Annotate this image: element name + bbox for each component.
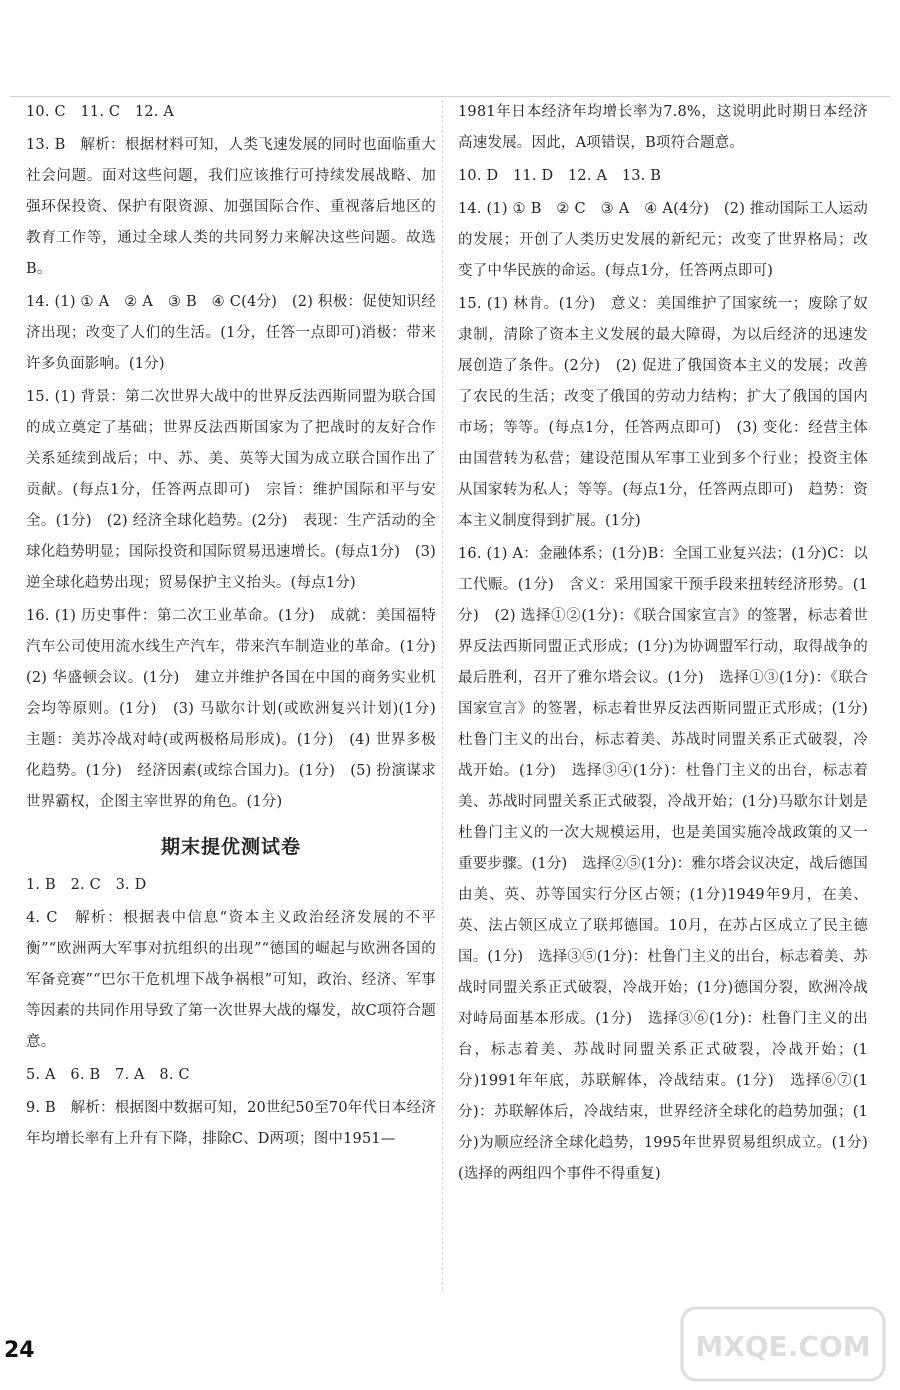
answer-paragraph: 15. (1) 背景：第二次世界大战中的世界反法西斯同盟为联合国的成立奠定了基础；世界反法西斯国家为了把战时的友好合作关系延续到战后；中、苏、美、英等大国为成立联合国作出了贡献。(每点1分，任答两点即可) 宗旨：维护国际和平与安全。(1分) (2) 经济全球化趋势。(2分) 表现：生产活动的全球化趋势明显；国际投资和国际贸易迅速增长。(每点1分) (3) 逆全球化趋势出现；贸易保护主义抬头。(每点1分) — [26, 389, 436, 591]
answer-paragraph: 15. (1) 林肯。(1分) 意义：美国维护了国家统一；废除了奴隶制，清除了资本主义发展的最大障碍，为以后经济的迅速发展创造了条件。(2分) (2) 促进了俄国资本主义的发展；改善了农民的生活；改变了俄国的劳动力结构；扩大了俄国的国内市场；等等。(每点1分，任答两点即可) (3) 变化：经营主体由国营转为私营；建设范围从军事工业到多个行业；投资主体从国家转为私人；等等。(每点1分，任答两点即可) 趋势：资本主义制度得到扩展。(1分) — [458, 296, 868, 529]
watermark-logo-icon — [678, 1304, 888, 1384]
answer-paragraph: 5. A 6. B 7. A 8. C — [26, 1067, 190, 1083]
watermark-text: MXQE.COM — [695, 1330, 871, 1363]
page-number: 24 — [4, 1338, 35, 1363]
left-column — [26, 97, 451, 1157]
answer-paragraph: 14. (1) ① B ② C ③ A ④ A(4分) (2) 推动国际工人运动的发展；开创了人类历史发展的新纪元；改变了世界格局；改变了中华民族的命运。(每点1分，任答两点即可) — [458, 201, 868, 279]
answer-paragraph: 16. (1) A：金融体系；(1分)B：全国工业复兴法；(1分)C：以工代赈。(1分) 含义：采用国家干预手段来扭转经济形势。(1分) (2) 选择①②(1分)：《联合国家宣言》的签署，标志着世界反法西斯同盟正式形成；(1分)为协调盟军行动，取得战争的最后胜利，召开了雅尔塔会议。(1分) 选择①③(1分)：《联合国家宣言》的签署，标志着世界反法西斯同盟正式形成；(1分)杜鲁门主义的出台，标志着美、苏战时同盟关系正式破裂，冷战开始。(1分) 选择③④(1分)：杜鲁门主义的出台，标志着美、苏战时同盟关系正式破裂，冷战开始；(1分)马歇尔计划是杜鲁门主义的一次大规模运用，也是美国实施冷战政策的又一重要步骤。(1分) 选择②⑤(1分)：雅尔塔会议决定，战后德国由美、英、苏等国实行分区占领；(1分)1949年9月，在美、英、法占领区成立了联邦德国。10月，在苏占区成立了民主德国。(1分) 选择③⑤(1分)：杜鲁门主义的出台，标志着美、苏战时同盟关系正式破裂，冷战开始；(1分)德国分裂，欧洲冷战对峙局面基本形成。(1分) 选择③⑥(1分)：杜鲁门主义的出台，标志着美、苏战时同盟关系正式破裂，冷战开始；(1分)1991年年底，苏联解体，冷战结束。(1分) 选择⑥⑦(1分)：苏联解体后，冷战结束，世界经济全球化的趋势加强；(1分)为顺应经济全球化趋势，1995年世界贸易组织成立。(1分)(选择的两组四个事件不得重复) — [458, 546, 868, 1182]
answer-paragraph: 4. C 解析：根据表中信息“资本主义政治经济发展的不平衡”“欧洲两大军事对抗组织的出现”“德国的崛起与欧洲各国的军备竞赛”“巴尔干危机埋下战争祸根”可知，政治、经济、军事等因素的共同作用导致了第一次世界大战的爆发，故C项符合题意。 — [26, 910, 436, 1050]
right-column — [458, 97, 868, 1192]
answer-paragraph: 14. (1) ① A ② A ③ B ④ C(4分) (2) 积极：促使知识经济出现；改变了人们的生活。(1分，任答一点即可)消极：带来许多负面影响。(1分) — [26, 294, 436, 372]
section-title: 期末提优测试卷 — [160, 836, 301, 858]
answer-paragraph: 10. C 11. C 12. A — [26, 104, 175, 120]
column-divider — [442, 100, 444, 1290]
answer-paragraph: 1. B 2. C 3. D — [26, 877, 147, 893]
answer-paragraph: 10. D 11. D 12. A 13. B — [458, 168, 662, 184]
answer-paragraph: 9. B 解析：根据图中数据可知，20世纪50至70年代日本经济年均增长率有上升有下降，排除C、D两项；图中1951— — [26, 1100, 436, 1147]
answer-paragraph: 13. B 解析：根据材料可知，人类飞速发展的同时也面临重大社会问题。面对这些问题，我们应该推行可持续发展战略、加强环保投资、保护有限资源、加强国际合作、重视落后地区的教育工作等，通过全球人类的共同努力来解决这些问题。故选B。 — [26, 137, 436, 277]
answer-paragraph: 16. (1) 历史事件：第二次工业革命。(1分) 成就：美国福特汽车公司使用流水线生产汽车，带来汽车制造业的革命。(1分) (2) 华盛顿会议。(1分) 建立并维护各国在中国的商务实业机会均等原则。(1分) (3) 马歇尔计划(或欧洲复兴计划)(1分) 主题：美苏冷战对峙(或两极格局形成)。(1分) (4) 世界多极化趋势。(1分) 经济因素(或综合国力)。(1分) (5) 扮演谋求世界霸权，企图主宰世界的角色。(1分) — [26, 608, 451, 810]
answer-paragraph: 1981年日本经济年均增长率为7.8%，这说明此时期日本经济高速发展。因此，A项错误，B项符合题意。 — [458, 104, 868, 151]
